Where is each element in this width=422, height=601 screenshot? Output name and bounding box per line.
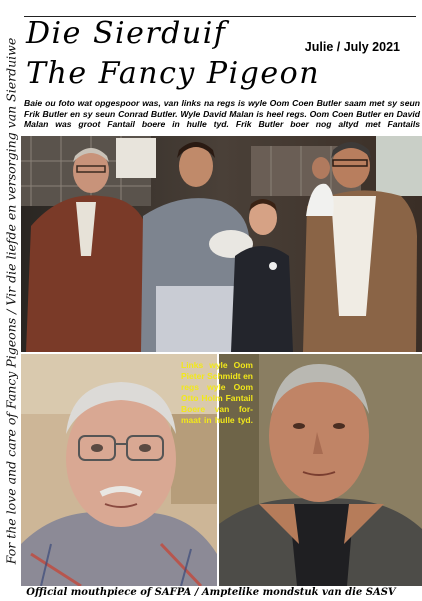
inset-caption-line: regs wyle Oom — [181, 382, 253, 392]
issue-date: Julie / July 2021 — [304, 40, 400, 54]
footer-tagline: Official mouthpiece of SAFPA / Amptelike mondstuk van die SASV — [26, 587, 396, 598]
title-afrikaans: Die Sierduif — [26, 16, 227, 51]
side-tagline — [0, 16, 22, 586]
caption-line: Baie ou foto wat opgespoor was, van links na regs is wyle Oom Coen Butler saam met sy seun — [24, 98, 420, 108]
side-tagline-text: For the love and care of Fancy Pigeons / Vir die liefde en versorging van Sierduiwe — [3, 37, 19, 565]
inset-caption-line: maat in hulle tyd. — [181, 415, 253, 425]
caption-line: Frik Butler en sy seun Conrad Butler. Wyle David Malan is heel regs. Oom Coen Butler en David — [24, 108, 420, 119]
inset-caption — [181, 360, 253, 426]
title-english: The Fancy Pigeon — [26, 56, 321, 91]
cover-caption — [24, 98, 420, 130]
inset-caption-line: Pieter Schmidt en — [181, 371, 253, 381]
inset-caption-line: Otto Holm Fantail — [181, 393, 253, 403]
inset-caption-line: Links wyle Oom — [181, 360, 253, 370]
caption-line: Malan was groot Fantail boere in hulle tyd. Frik Butler boer nog altyd met Fantails — [24, 119, 420, 129]
inset-caption-line: Boere van for- — [181, 404, 253, 414]
group-photo — [21, 136, 422, 352]
